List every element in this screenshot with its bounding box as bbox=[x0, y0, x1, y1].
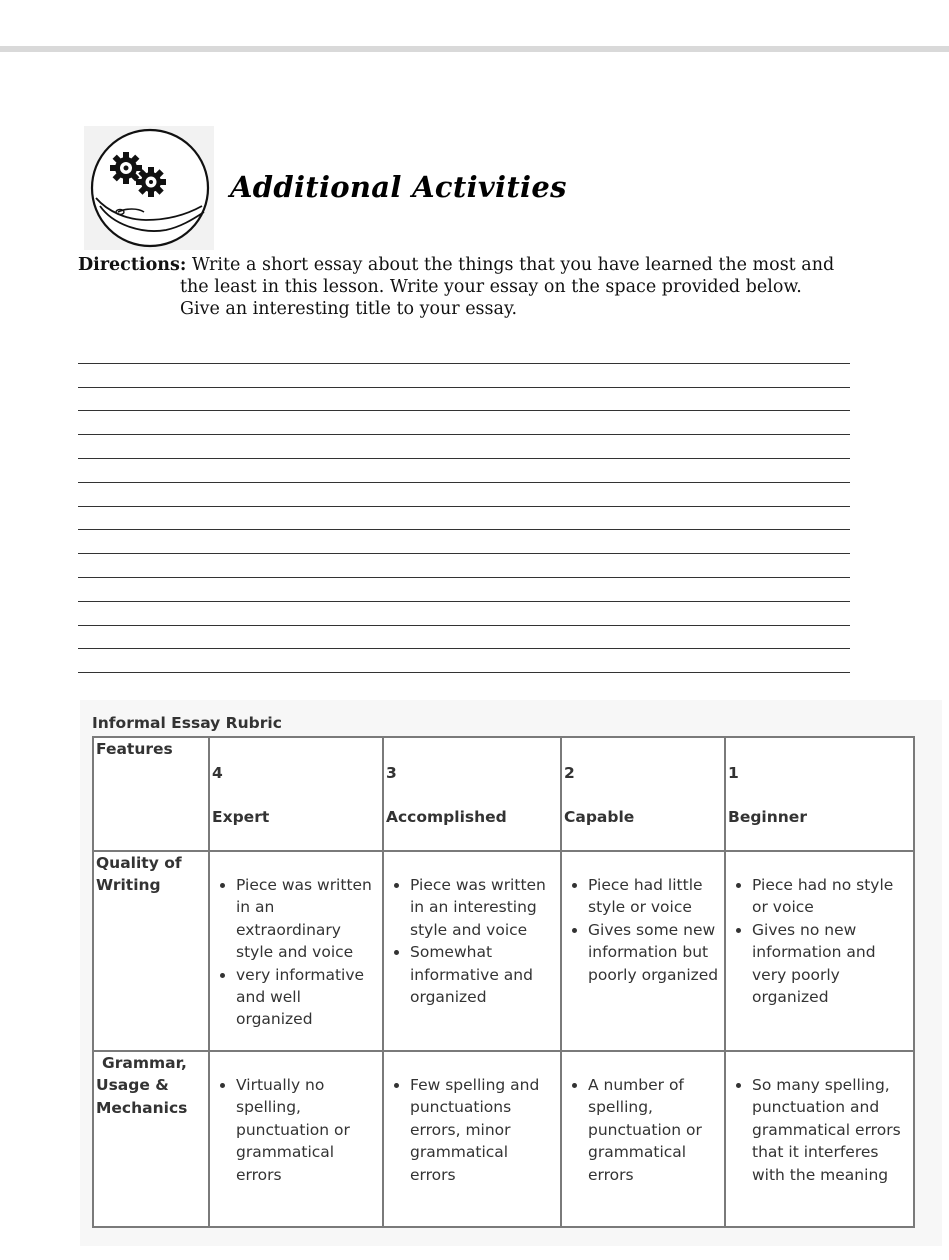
essay-writing-line[interactable] bbox=[78, 388, 850, 412]
criterion-item: • Piece had little style or voice bbox=[588, 874, 722, 919]
rubric-cell bbox=[561, 851, 725, 1051]
directions-label: Directions: bbox=[78, 255, 187, 275]
essay-writing-line[interactable] bbox=[78, 626, 850, 650]
level-name: Accomplished bbox=[386, 808, 507, 827]
level-header bbox=[383, 737, 561, 851]
level-score: 4 bbox=[212, 764, 223, 782]
feature-label-line: Quality of bbox=[96, 854, 182, 872]
essay-writing-line[interactable] bbox=[78, 507, 850, 531]
feature-label bbox=[93, 1051, 209, 1227]
essay-writing-line[interactable] bbox=[78, 554, 850, 578]
gears-hand-icon bbox=[84, 126, 214, 250]
criterion-item: • Piece was written in an interesting style and voice bbox=[410, 874, 558, 941]
essay-writing-line[interactable] bbox=[78, 364, 850, 388]
activity-icon-frame bbox=[84, 126, 214, 250]
rubric-row-grammar bbox=[93, 1051, 914, 1227]
criterion-item: • So many spelling, punctuation and grammatical errors that it interferes with the meaning bbox=[752, 1074, 911, 1186]
features-header: Features bbox=[93, 737, 209, 851]
directions-line-2: the least in this lesson. Write your essay on the space provided below. bbox=[180, 277, 802, 297]
feature-label-line: Writing bbox=[96, 876, 161, 895]
criterion-item: • Virtually no spelling, punctuation or grammatical errors bbox=[236, 1074, 380, 1186]
level-score: 2 bbox=[564, 764, 575, 782]
essay-writing-line[interactable] bbox=[78, 459, 850, 483]
essay-writing-lines[interactable] bbox=[78, 340, 850, 673]
level-name: Expert bbox=[212, 808, 270, 827]
rubric-header-row bbox=[93, 737, 914, 851]
criterion-item: • Piece had no style or voice bbox=[752, 874, 911, 919]
essay-writing-line[interactable] bbox=[78, 483, 850, 507]
level-header bbox=[561, 737, 725, 851]
section-heading: Additional Activities bbox=[230, 170, 567, 204]
feature-label-line: Mechanics bbox=[96, 1098, 188, 1117]
rubric-cell bbox=[725, 851, 914, 1051]
essay-writing-line[interactable] bbox=[78, 435, 850, 459]
feature-label-line: Grammar, bbox=[102, 1054, 187, 1072]
rubric-cell bbox=[725, 1051, 914, 1227]
rubric-table bbox=[92, 736, 915, 1228]
criterion-item: • Somewhat informative and organized bbox=[410, 941, 558, 1008]
rubric-cell bbox=[209, 1051, 383, 1227]
rubric-cell bbox=[383, 851, 561, 1051]
directions-line-1: Write a short essay about the things that you have learned the most and bbox=[191, 255, 835, 275]
criterion-item: • Gives some new information but poorly organized bbox=[588, 919, 722, 986]
rubric-row-quality bbox=[93, 851, 914, 1051]
feature-label-line: Usage & bbox=[96, 1076, 169, 1095]
rubric-title: Informal Essay Rubric bbox=[92, 714, 282, 732]
criterion-item: • Gives no new information and very poorly organized bbox=[752, 919, 911, 1009]
criterion-item: • A number of spelling, punctuation or grammatical errors bbox=[588, 1074, 722, 1186]
top-divider bbox=[0, 46, 949, 52]
level-score: 3 bbox=[386, 764, 397, 782]
essay-writing-line[interactable] bbox=[78, 578, 850, 602]
essay-writing-line[interactable] bbox=[78, 602, 850, 626]
essay-writing-line[interactable] bbox=[78, 649, 850, 673]
directions-line-3: Give an interesting title to your essay. bbox=[180, 299, 518, 319]
level-name: Beginner bbox=[728, 808, 807, 827]
rubric-cell bbox=[561, 1051, 725, 1227]
rubric-cell bbox=[383, 1051, 561, 1227]
essay-writing-line[interactable] bbox=[78, 530, 850, 554]
level-header bbox=[725, 737, 914, 851]
rubric-cell bbox=[209, 851, 383, 1051]
level-header bbox=[209, 737, 383, 851]
criterion-item: • Piece was written in an extraordinary style and voice bbox=[236, 874, 380, 964]
criterion-item: • Few spelling and punctuations errors, minor grammatical errors bbox=[410, 1074, 558, 1186]
essay-writing-line[interactable] bbox=[78, 411, 850, 435]
level-score: 1 bbox=[728, 764, 739, 782]
criterion-item: • very informative and well organized bbox=[236, 964, 380, 1031]
essay-writing-line[interactable] bbox=[78, 340, 850, 364]
level-name: Capable bbox=[564, 808, 635, 827]
feature-label bbox=[93, 851, 209, 1051]
directions-text bbox=[78, 254, 878, 320]
